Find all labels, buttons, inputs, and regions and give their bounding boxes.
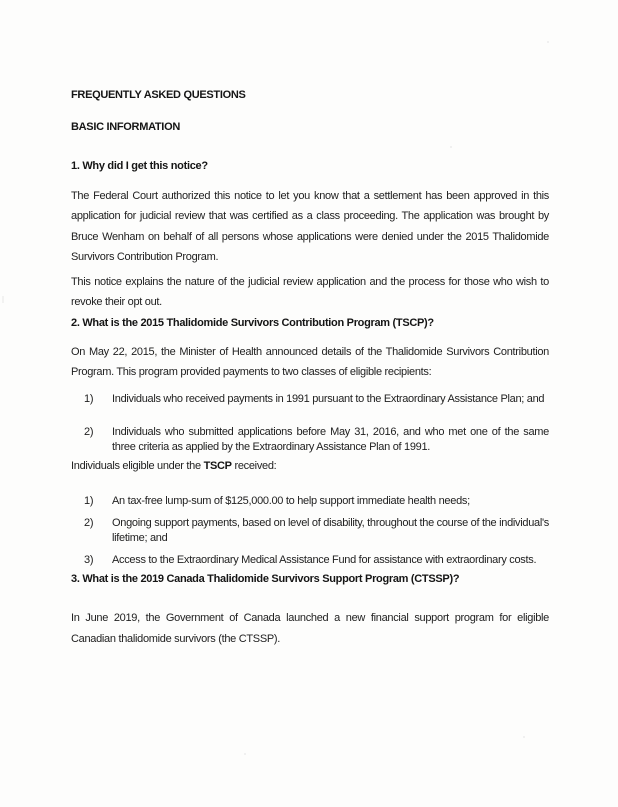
tscp-acronym: TSCP <box>203 459 232 472</box>
list-item-number: 1) <box>84 494 94 507</box>
section-question-1 <box>71 156 549 313</box>
recipient-classes-list <box>71 392 549 456</box>
scan-speckle <box>523 736 525 738</box>
question-3-paragraph-1: In June 2019, the Government of Canada launched a new financial support program for eligible Canadian thalidomide survivors (the CTSSP). <box>71 612 549 645</box>
eligibility-text-suffix: received: <box>231 459 277 472</box>
list-item-text: Individuals who submitted applications before May 31, 2016, and who met one of the same three criteria as applied by the Extraordinary Assistance Plan of 1991. <box>112 425 549 453</box>
question-1-paragraph-1: The Federal Court authorized this notice to let you know that a settlement has been approved in this application for judicial review that was certified as a class proceeding. The application was brought by Bruce Wenham on behalf of all persons whose applications were denied under the 2015 Thalidomide Survivors Contribution Program. <box>71 189 549 263</box>
eligibility-text-prefix: Individuals eligible under the <box>71 459 204 472</box>
question-1-paragraph-2: This notice explains the nature of the judicial review application and the process for those who wish to revoke their opt out. <box>71 275 549 308</box>
list-item-text: Individuals who received payments in 1991 pursuant to the Extraordinary Assistance Plan; and <box>112 393 545 405</box>
list-item <box>71 425 549 456</box>
list-item-text: Ongoing support payments, based on level of disability, throughout the course of the individual's lifetime; and <box>112 516 549 544</box>
question-2-paragraph-1: On May 22, 2015, the Minister of Health announced details of the Thalidomide Survivors Contribution Program. This program provided payments to two classes of eligible recipients: <box>71 345 549 378</box>
document-subtitle: BASIC INFORMATION <box>71 120 180 133</box>
list-item-text: Access to the Extraordinary Medical Assistance Fund for assistance with extraordinary costs. <box>112 554 537 566</box>
list-item-number: 2) <box>84 516 94 529</box>
document-title: FREQUENTLY ASKED QUESTIONS <box>71 89 246 101</box>
section-question-2 <box>71 313 549 569</box>
question-2-heading: 2. What is the 2015 Thalidomide Survivors Contribution Program (TSCP)? <box>71 316 434 329</box>
scan-speckle <box>244 753 246 755</box>
scan-speckle <box>450 146 452 148</box>
list-item <box>71 553 549 569</box>
tscp-eligibility-line <box>71 456 549 477</box>
question-1-heading: 1. Why did I get this notice? <box>71 160 208 172</box>
list-item-number: 1) <box>84 393 94 405</box>
tscp-benefits-list <box>71 494 549 569</box>
list-item <box>71 516 549 547</box>
list-item <box>71 392 549 408</box>
list-item-number: 2) <box>84 425 94 438</box>
list-item-text: An tax-free lump-sum of $125,000.00 to help support immediate health needs; <box>112 494 470 507</box>
question-3-heading: 3. What is the 2019 Canada Thalidomide Survivors Support Program (CTSSP)? <box>71 572 460 585</box>
list-item <box>71 494 549 510</box>
scan-smudge <box>2 296 4 303</box>
section-question-3 <box>71 569 549 650</box>
scan-speckle <box>547 41 549 43</box>
list-item-number: 3) <box>84 554 94 566</box>
